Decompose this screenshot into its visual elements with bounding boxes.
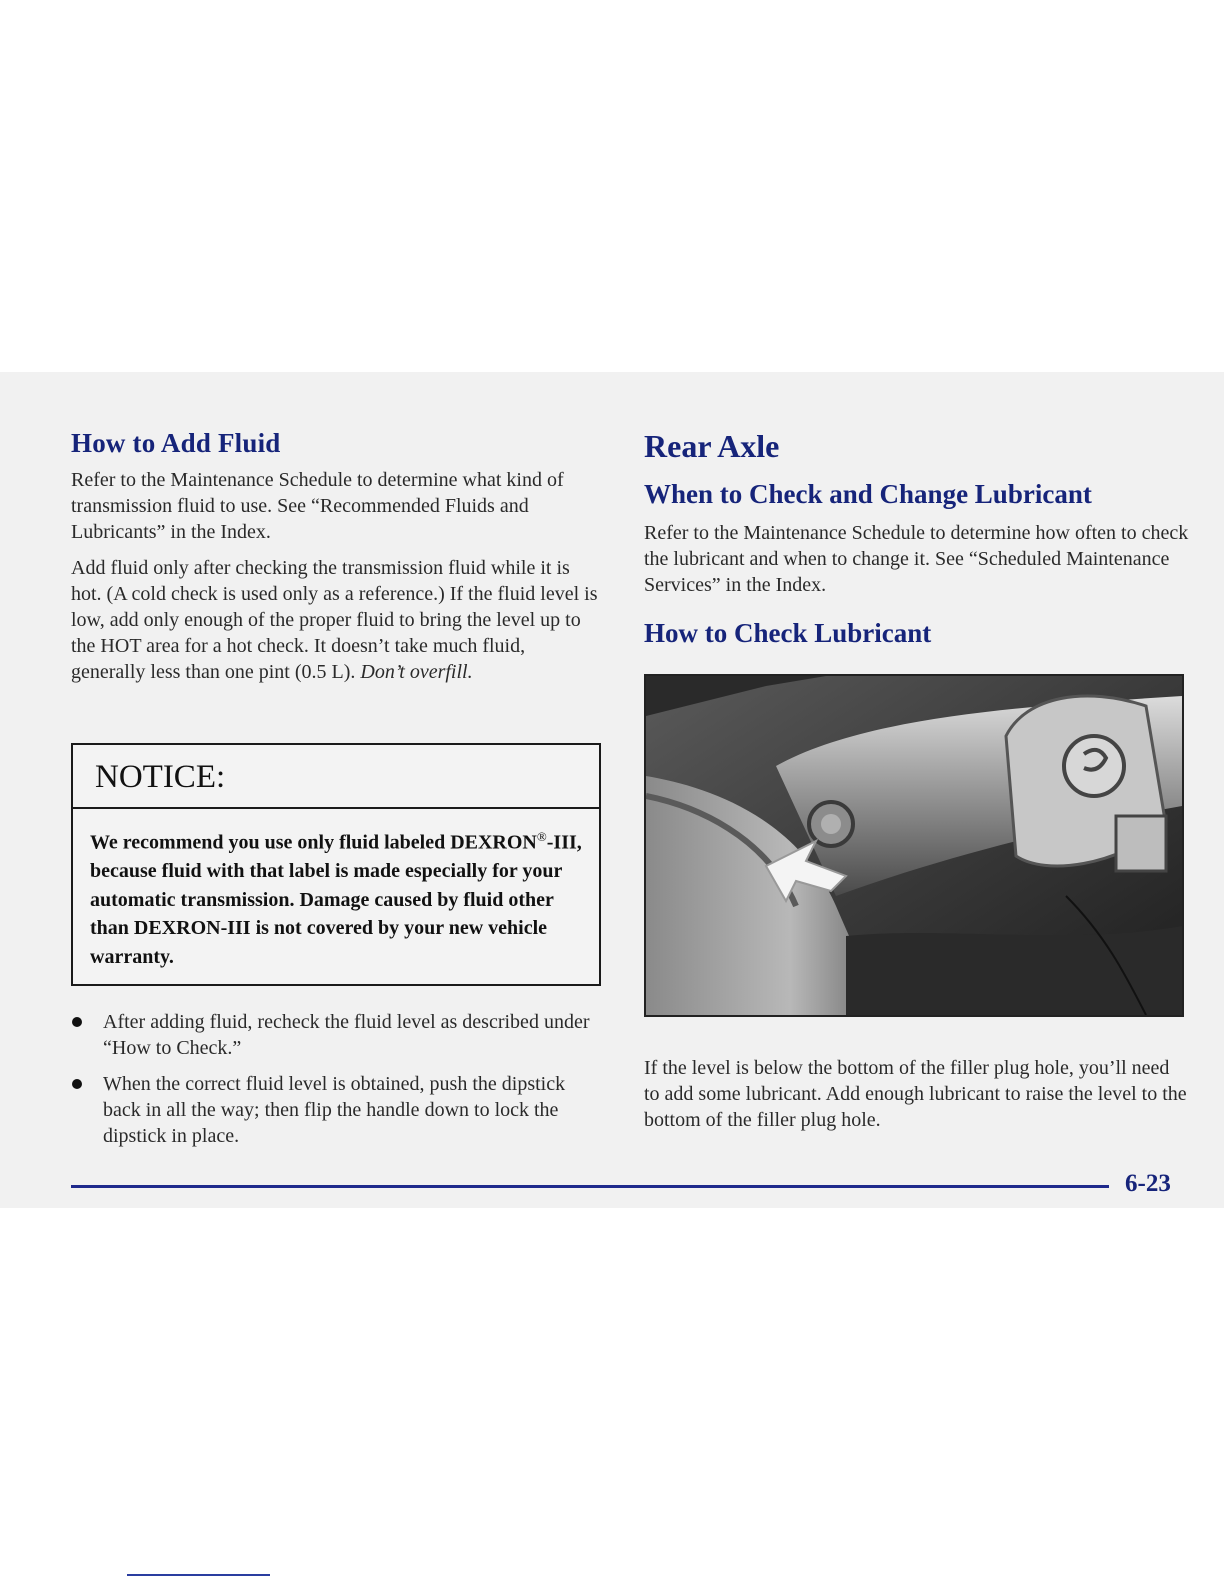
bullet-text-2: When the correct fluid level is obtained, push the dipstick back in all the way; then flip the handle down to lock the dipstick in place. bbox=[103, 1073, 566, 1147]
footer-rule bbox=[71, 1185, 1109, 1188]
bottom-decorative-line bbox=[127, 1574, 270, 1576]
notice-text-part2: -III, because fluid with that label is made especially for your automatic transmission. Damage caused by fluid other than DEXRON-III is not covered by your new vehicle warranty. bbox=[90, 831, 582, 968]
when-to-check-heading: When to Check and Change Lubricant bbox=[644, 479, 1092, 509]
rear-axle-heading: Rear Axle bbox=[644, 428, 780, 464]
how-to-check-lubricant-heading: How to Check Lubricant bbox=[644, 618, 932, 648]
registered-mark: ® bbox=[536, 829, 547, 844]
notice-text-part1: We recommend you use only fluid labeled DEXRON bbox=[90, 831, 537, 854]
notice-box bbox=[71, 743, 601, 986]
add-lubricant-paragraph: If the level is below the bottom of the filler plug hole, you’ll need to add some lubricant. Add enough lubricant to raise the level to the bottom of the filler plug hole. bbox=[644, 1057, 1187, 1131]
right-column bbox=[644, 428, 1189, 659]
add-fluid-paragraph-2 bbox=[71, 555, 601, 685]
page-number: 6-23 bbox=[1125, 1170, 1171, 1197]
bullet-icon bbox=[72, 1017, 82, 1027]
axle-illustration bbox=[646, 676, 1182, 1015]
dont-overfill-emphasis: Don’t overfill. bbox=[360, 661, 473, 683]
add-fluid-paragraph-1: Refer to the Maintenance Schedule to determine what kind of transmission fluid to use. See “Recommended Fluids and Lubricants” in the Index. bbox=[71, 469, 564, 543]
bullet-icon bbox=[72, 1079, 82, 1089]
bullet-list bbox=[71, 1009, 601, 1159]
when-to-check-paragraph: Refer to the Maintenance Schedule to determine how often to check the lubricant and when to change it. See “Scheduled Maintenance Services” in the Index. bbox=[644, 522, 1189, 596]
list-item bbox=[71, 1071, 601, 1149]
rear-axle-photo bbox=[644, 674, 1184, 1017]
bullet-text-1: After adding fluid, recheck the fluid level as described under “How to Check.” bbox=[103, 1011, 590, 1059]
how-to-add-fluid-heading: How to Add Fluid bbox=[71, 428, 281, 458]
add-fluid-paragraph-2-text: Add fluid only after checking the transmission fluid while it is hot. (A cold check is used only as a reference.) If the fluid level is low, add only enough of the proper fluid to bring the level up to the HOT area for a hot check. It doesn’t take much fluid, generally less than one pint (0.5 L). bbox=[71, 557, 598, 683]
notice-body bbox=[73, 809, 599, 971]
notice-title: NOTICE: bbox=[73, 745, 599, 809]
list-item bbox=[71, 1009, 601, 1061]
left-column bbox=[71, 428, 601, 695]
after-photo-block bbox=[644, 1055, 1189, 1143]
